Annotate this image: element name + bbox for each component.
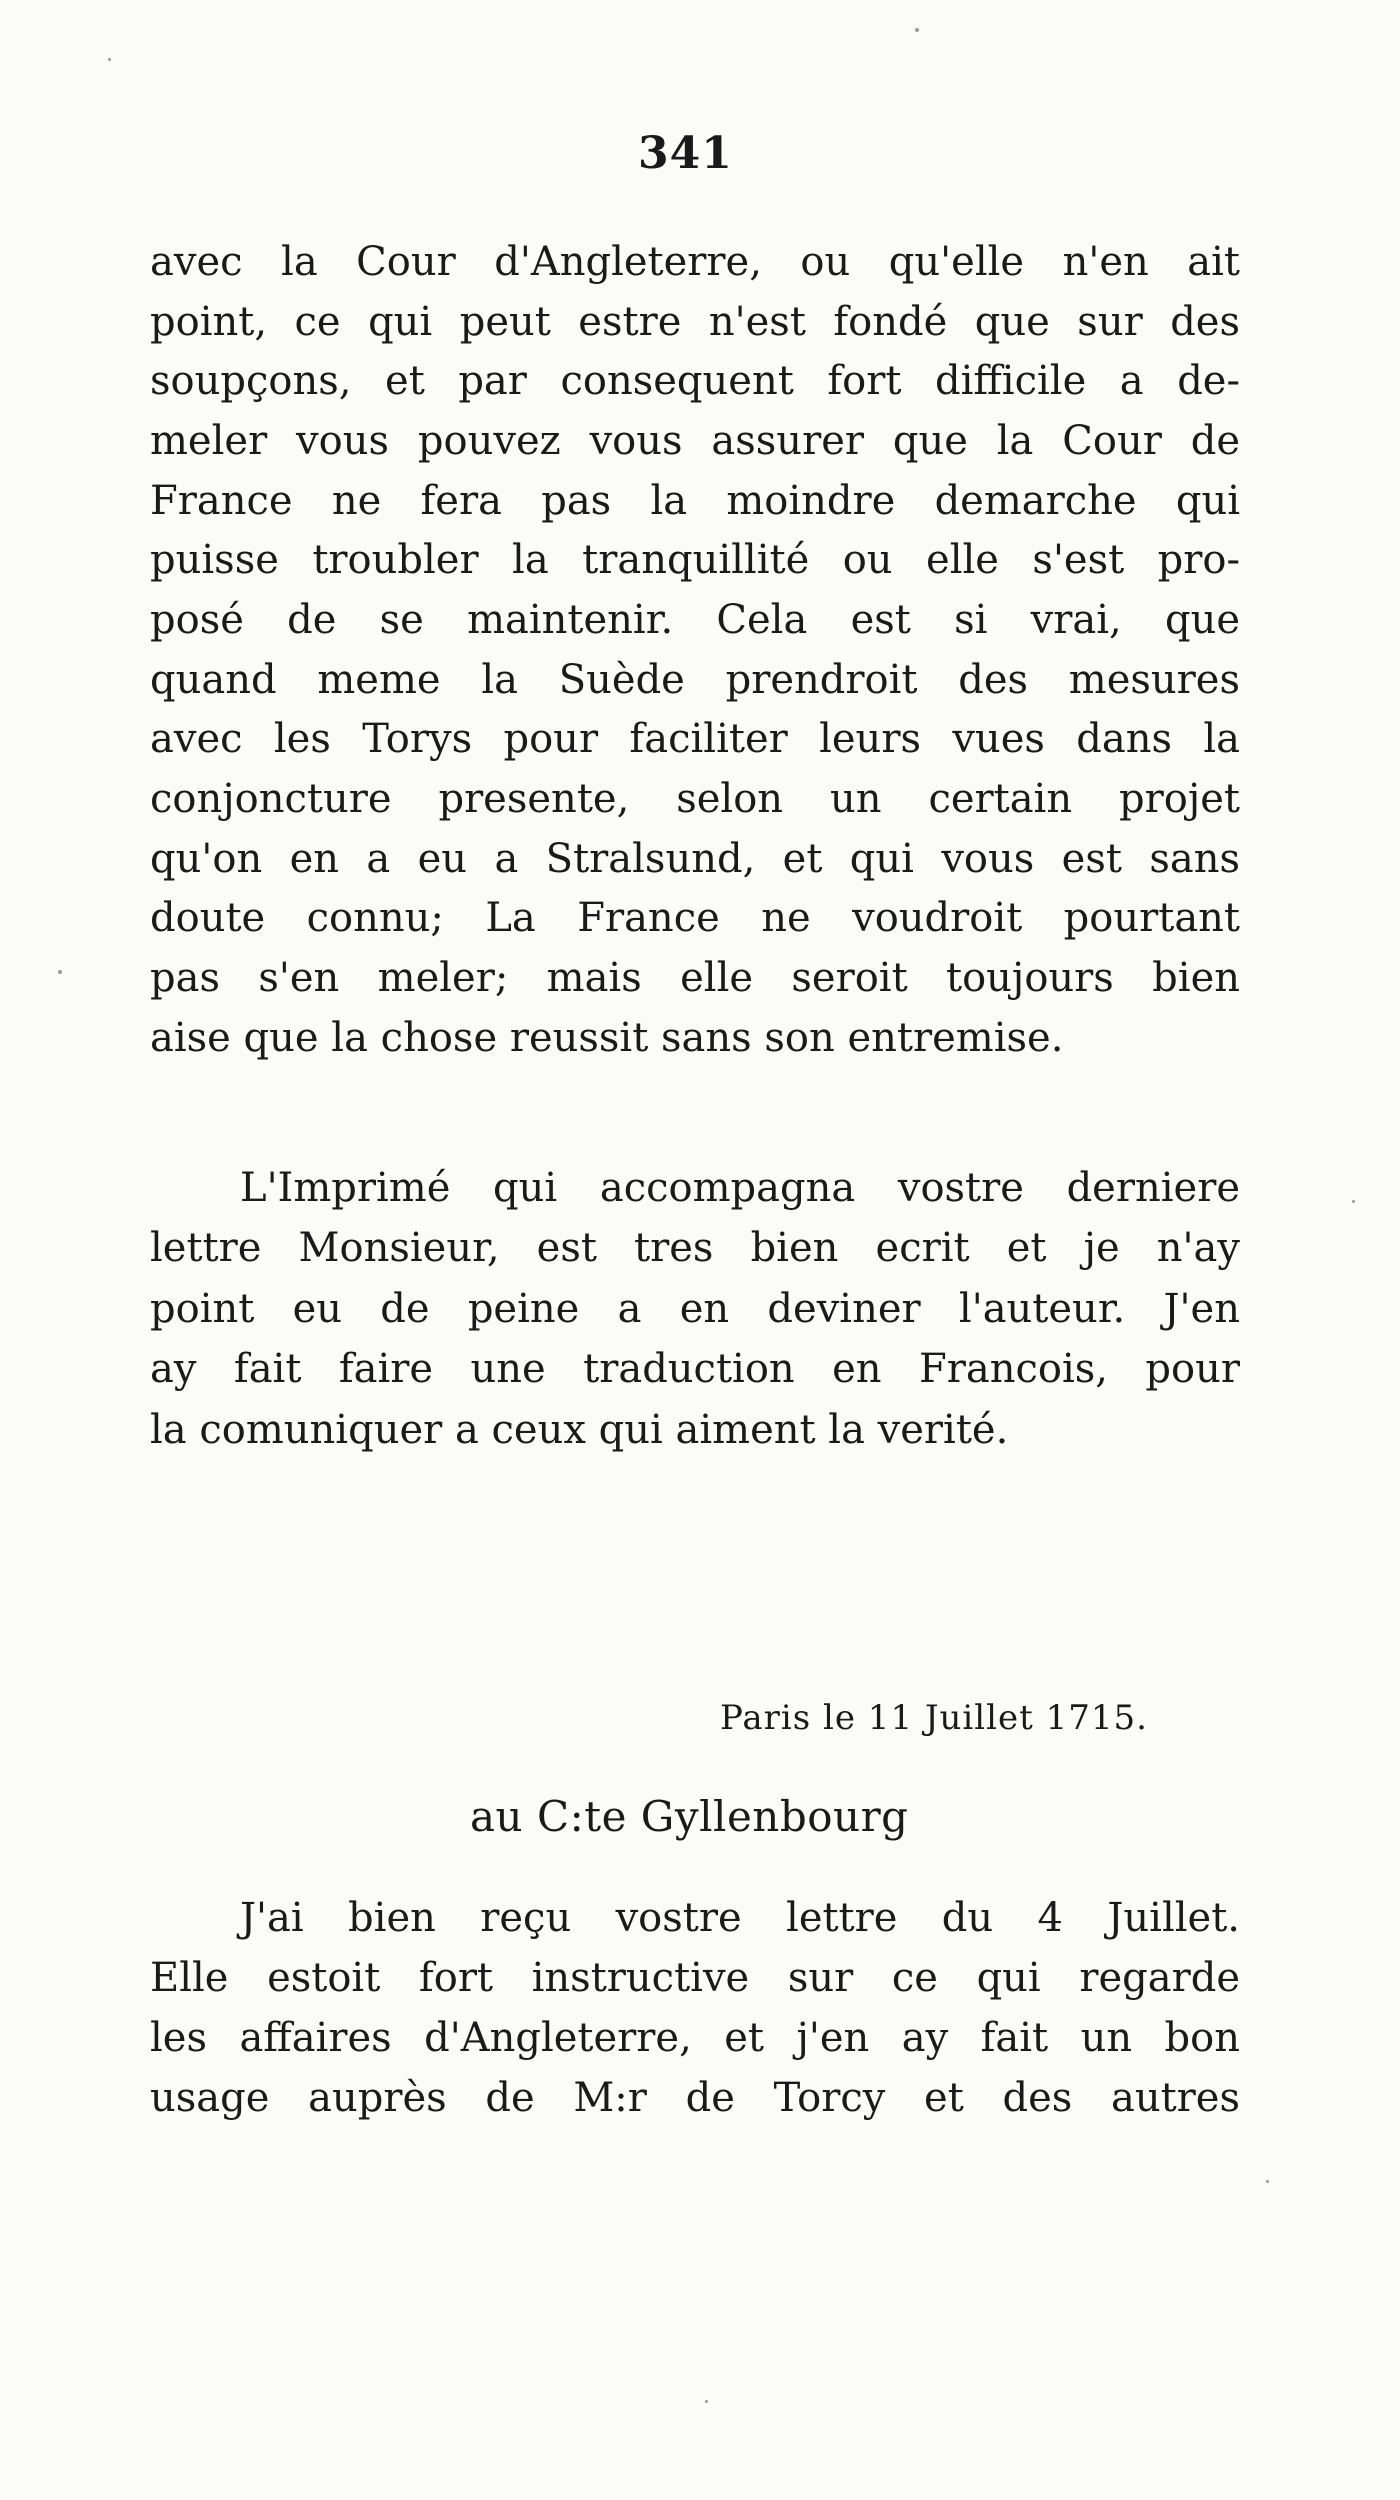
paragraph-1-line-8: quand meme la Suède prendroit des mesures [150,657,1240,703]
paragraph-2-line-1: L'Imprimé qui accompagna vostre derniere [240,1165,1240,1211]
paragraph-1-line-7: posé de se maintenir. Cela est si vrai, que [150,597,1240,643]
paragraph-1-line-10: conjoncture presente, selon un certain projet [150,776,1240,822]
paragraph-1-line-12: doute connu; La France ne voudroit pourtant [150,895,1240,941]
paragraph-2-line-4: ay fait faire une traduction en Francois, pour [150,1346,1240,1392]
print-speck [108,58,111,61]
paragraph-3-line-1: J'ai bien reçu vostre lettre du 4 Juillet. [240,1895,1240,1941]
paragraph-3-line-3: les affaires d'Angleterre, et j'en ay fait un bon [150,2015,1240,2061]
page-number: 341 [638,128,733,179]
print-speck [705,2400,708,2403]
paragraph-1-line-1: avec la Cour d'Angleterre, ou qu'elle n'en ait [150,239,1240,285]
paragraph-1-line-14: aise que la chose reussit sans son entremise. [150,1015,1064,1061]
paragraph-2-line-2: lettre Monsieur, est tres bien ecrit et je n'ay [150,1225,1240,1271]
paragraph-1-line-5: France ne fera pas la moindre demarche qui [150,478,1240,524]
paragraph-1-line-11: qu'on en a eu a Stralsund, et qui vous est sans [150,836,1240,882]
paragraph-1-line-6: puisse troubler la tranquillité ou elle s'est pro- [150,537,1240,583]
paragraph-1-line-4: meler vous pouvez vous assurer que la Cour de [150,418,1240,464]
paragraph-3-line-4: usage auprès de M:r de Torcy et des autres [150,2075,1240,2121]
dateline: Paris le 11 Juillet 1715. [720,1698,1148,1738]
letter-heading: au C:te Gyllenbourg [470,1792,909,1841]
paragraph-2-line-5: la comuniquer a ceux qui aiment la verité. [150,1407,1009,1453]
paragraph-2-line-3: point eu de peine a en deviner l'auteur. J'en [150,1286,1240,1332]
paragraph-1-line-13: pas s'en meler; mais elle seroit toujours bien [150,955,1240,1001]
paragraph-1-line-2: point, ce qui peut estre n'est fondé que sur des [150,299,1240,345]
print-speck [58,970,62,974]
paragraph-1-line-3: soupçons, et par consequent fort difficile a de- [150,358,1240,404]
paragraph-1-line-9: avec les Torys pour faciliter leurs vues dans la [150,716,1240,762]
print-speck [1266,2180,1269,2183]
paragraph-3-line-2: Elle estoit fort instructive sur ce qui regarde [150,1955,1240,2001]
print-speck [915,28,919,32]
print-speck [1352,1200,1355,1203]
